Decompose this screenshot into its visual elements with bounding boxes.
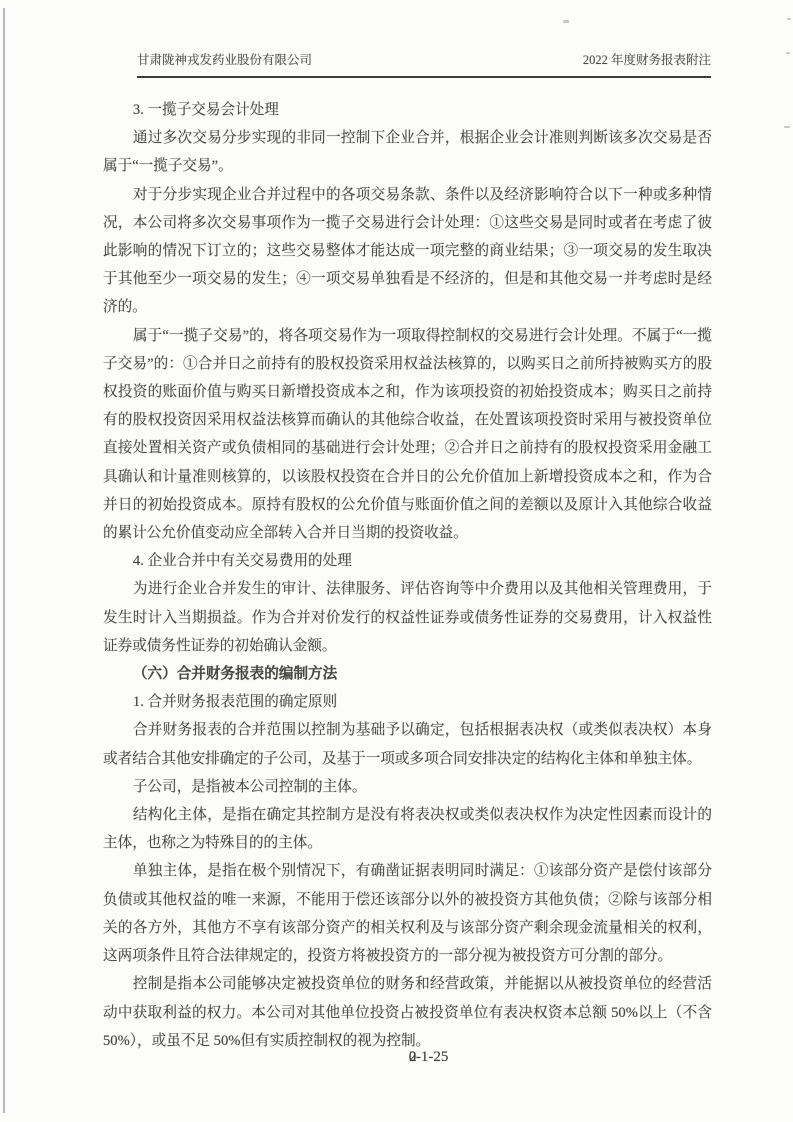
paragraph: 4. 企业合并中有关交易费用的处理 xyxy=(132,553,352,570)
paragraph: 3. 一揽子交易会计处理 xyxy=(132,102,279,118)
paragraph: 1. 合并财务报表范围的确定原则 xyxy=(132,694,338,711)
section-heading: （六）合并财务报表的编制方法 xyxy=(132,666,338,683)
document-body xyxy=(103,96,712,1055)
paragraph: 属于“一揽子交易”的，将各项交易作为一项取得控制权的交易进行会计处理。不属于“一揽子交易”的：①合并日之前持有的股权投资采用权益法核算的，以购买日之前所持被购买方的股权投资的账面价值与购买日新增投资成本之和，作为该项投资的初始投资成本；购买日之前持有的股权投资因采用权益法核算而确认的其他综合收益，在处置该项投资时采用与被投资单位直接处置相关资产或负债相同的基础进行会计处理；②合并日之前持有的股权投资采用金融工具确认和计量准则核算的，以该股权投资在合并日的公允价值加上新增投资成本之和，作为合并日的初始投资成本。原持有股权的公允价值与账面价值之间的差额以及原计入其他综合收益的累计公允价值变动应全部转入合并日当期的投资收益。 xyxy=(103,327,712,542)
paragraph: 子公司，是指被本公司控制的主体。 xyxy=(132,778,367,795)
scan-speck xyxy=(786,52,790,54)
page-header xyxy=(137,50,711,78)
paragraph: 单独主体，是指在极个别情况下，有确凿证据表明同时满足：①该部分资产是偿付该部分负债或其他权益的唯一来源，不能用于偿还该部分以外的被投资方其他负债；②除与该部分相关的各方外，其他方不享有该部分资产的相关权利及与该部分资产剩余现金流量相关的权利，这两项条件且符合法律规定的，投资方将被投资方的一部分视为被投资方可分割的部分。 xyxy=(103,863,712,965)
paragraph: 控制是指本公司能够决定被投资单位的财务和经营政策，并能据以从被投资单位的经营活动中获取利益的权力。本公司对其他单位投资占被投资单位有表决权资本总额 50%以上（不含50%），或虽不足 50%但有实质控制权的视为控制。 xyxy=(103,976,712,1049)
scan-edge-artifact xyxy=(3,8,5,1113)
scan-speck xyxy=(563,20,569,23)
header-company-name: 甘肃陇神戎发药业股份有限公司 xyxy=(137,53,313,67)
paragraph: 为进行企业合并发生的审计、法律服务、评估咨询等中介费用以及其他相关管理费用，于发生时计入当期损益。作为合并对价发行的权益性证券或债务性证券的交易费用，计入权益性证券或债务性证券的初始确认金额。 xyxy=(103,581,712,654)
page-footer xyxy=(409,1049,448,1066)
header-doc-title: 2022 年度财务报表附注 xyxy=(582,53,711,67)
scan-speck xyxy=(784,126,790,128)
paragraph: 对于分步实现企业合并过程中的各项交易条款、条件以及经济影响符合以下一种或多种情况，本公司将多次交易事项作为一揽子交易进行会计处理：①这些交易是同时或者在考虑了彼此影响的情况下订立的；这些交易整体才能达成一项完整的商业结果；③一项交易的发生取决于其他至少一项交易的发生；④一项交易单独看是不经济的，但是和其他交易一并考虑时是经济的。 xyxy=(103,186,712,316)
paragraph: 合并财务报表的合并范围以控制为基础予以确定，包括根据表决权（或类似表决权）本身或者结合其他安排确定的子公司，及基于一项或多项合同安排决定的结构化主体和单独主体。 xyxy=(103,722,712,767)
paragraph: 通过多次交易分步实现的非同一控制下企业合并，根据企业会计准则判断该多次交易是否属于“一揽子交易”。 xyxy=(103,130,712,175)
paragraph: 结构化主体，是指在确定其控制方是没有将表决权或类似表决权作为决定性因素而设计的主体，也称之为特殊目的的主体。 xyxy=(103,807,712,852)
page-number: -1-25 xyxy=(415,1049,449,1065)
scan-speck xyxy=(787,18,791,20)
